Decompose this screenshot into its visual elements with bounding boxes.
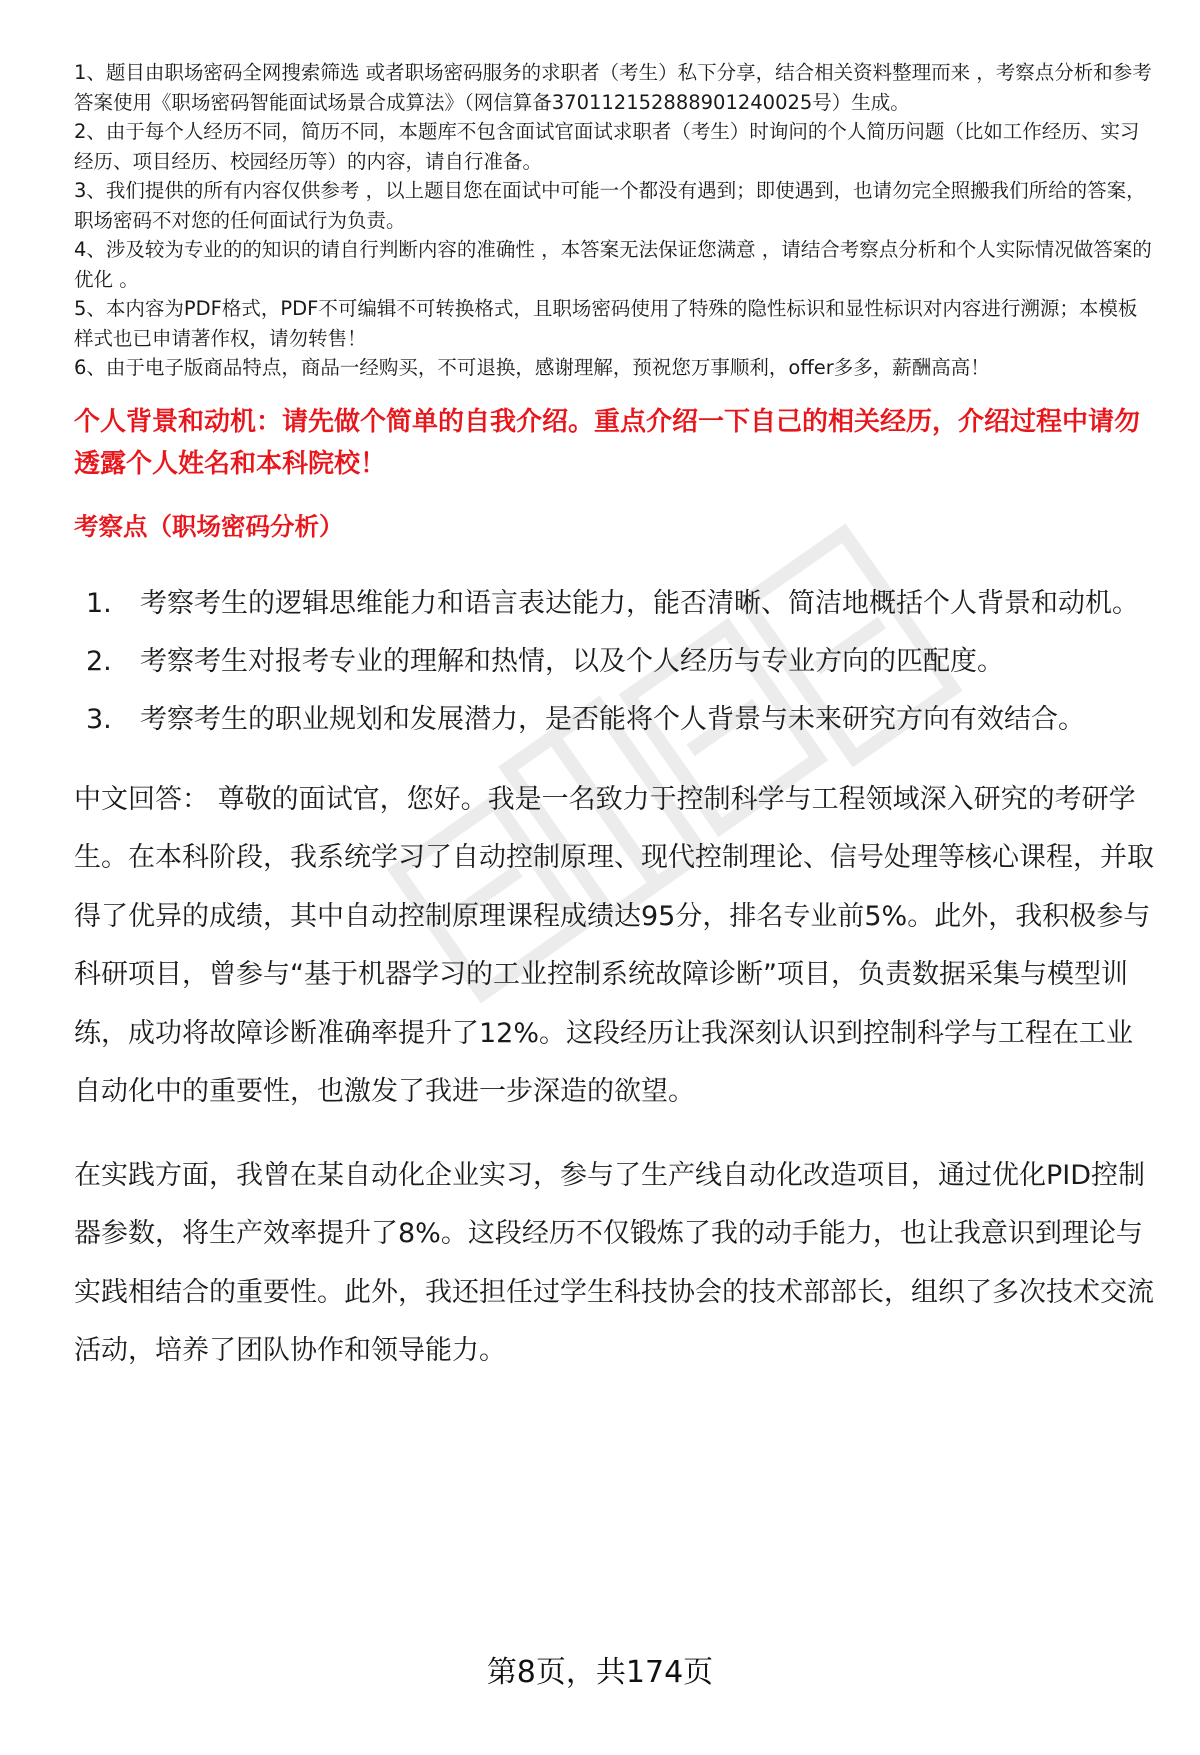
notice-item: 2、由于每个人经历不同，简历不同，本题库不包含面试官面试求职者（考生）时询问的个人简历问题（比如工作经历、实习经历、项目经历、校园经历等）的内容，请自行准备。 bbox=[74, 120, 1140, 173]
assessment-point bbox=[74, 633, 1154, 691]
point-number: 2. bbox=[86, 645, 112, 677]
page-content bbox=[74, 58, 1154, 1381]
point-text: 考察考生的职业规划和发展潜力，是否能将个人背景与未来研究方向有效结合。 bbox=[140, 703, 1085, 735]
assessment-points-heading: 考察点（职场密码分析） bbox=[74, 511, 344, 541]
notice-item: 6、由于电子版商品特点，商品一经购买，不可退换，感谢理解，预祝您万事顺利，offer多多，薪酬高高！ bbox=[74, 356, 990, 379]
point-number: 1. bbox=[86, 587, 112, 619]
page-number-footer: 第8页，共174页 bbox=[486, 1655, 714, 1690]
assessment-point bbox=[74, 691, 1154, 749]
notice-item: 1、题目由职场密码全网搜索筛选 或者职场密码服务的求职者（考生）私下分享，结合相关资料整理而来 ，考察点分析和参考答案使用《职场密码智能面试场景合成算法》（网信算备370112152888901240025号）生成。 bbox=[74, 61, 1152, 114]
point-text: 考察考生的逻辑思维能力和语言表达能力，能否清晰、简洁地概括个人背景和动机。 bbox=[140, 587, 1139, 619]
point-number: 3. bbox=[86, 703, 112, 735]
answer-paragraph-1: 中文回答： 尊敬的面试官，您好。我是一名致力于控制科学与工程领域深入研究的考研学生。在本科阶段，我系统学习了自动控制原理、现代控制理论、信号处理等核心课程，并取得了优异的成绩，其中自动控制原理课程成绩达95分，排名专业前5%。此外，我积极参与科研项目，曾参与“基于机器学习的工业控制系统故障诊断”项目，负责数据采集与模型训练，成功将故障诊断准确率提升了12%。这段经历让我深刻认识到控制科学与工程在工业自动化中的重要性，也激发了我进一步深造的欲望。 bbox=[74, 783, 1154, 1107]
question-heading: 个人背景和动机：请先做个简单的自我介绍。重点介绍一下自己的相关经历，介绍过程中请勿透露个人姓名和本科院校！ bbox=[74, 406, 1141, 479]
assessment-points-list bbox=[74, 575, 1154, 749]
assessment-point bbox=[74, 575, 1154, 633]
notice-item: 4、涉及较为专业的的知识的请自行判断内容的准确性 ，本答案无法保证您满意 ，请结合考察点分析和个人实际情况做答案的优化 。 bbox=[74, 238, 1152, 291]
point-text: 考察考生对报考专业的理解和热情，以及个人经历与专业方向的匹配度。 bbox=[140, 645, 1004, 677]
notice-item: 5、本内容为PDF格式，PDF不可编辑不可转换格式，且职场密码使用了特殊的隐性标识和显性标识对内容进行溯源；本模板样式也已申请著作权，请勿转售！ bbox=[74, 297, 1138, 350]
answer-paragraph-2: 在实践方面，我曾在某自动化企业实习，参与了生产线自动化改造项目，通过优化PID控制器参数，将生产效率提升了8%。这段经历不仅锻炼了我的动手能力，也让我意识到理论与实践相结合的重要性。此外，我还担任过学生科技协会的技术部部长，组织了多次技术交流活动，培养了团队协作和领导能力。 bbox=[74, 1159, 1154, 1366]
notice-item: 3、我们提供的所有内容仅供参考 ，以上题目您在面试中可能一个都没有遇到；即使遇到，也请勿完全照搬我们所给的答案，职场密码不对您的任何面试行为负责。 bbox=[74, 179, 1146, 232]
notice-list bbox=[74, 58, 1154, 383]
